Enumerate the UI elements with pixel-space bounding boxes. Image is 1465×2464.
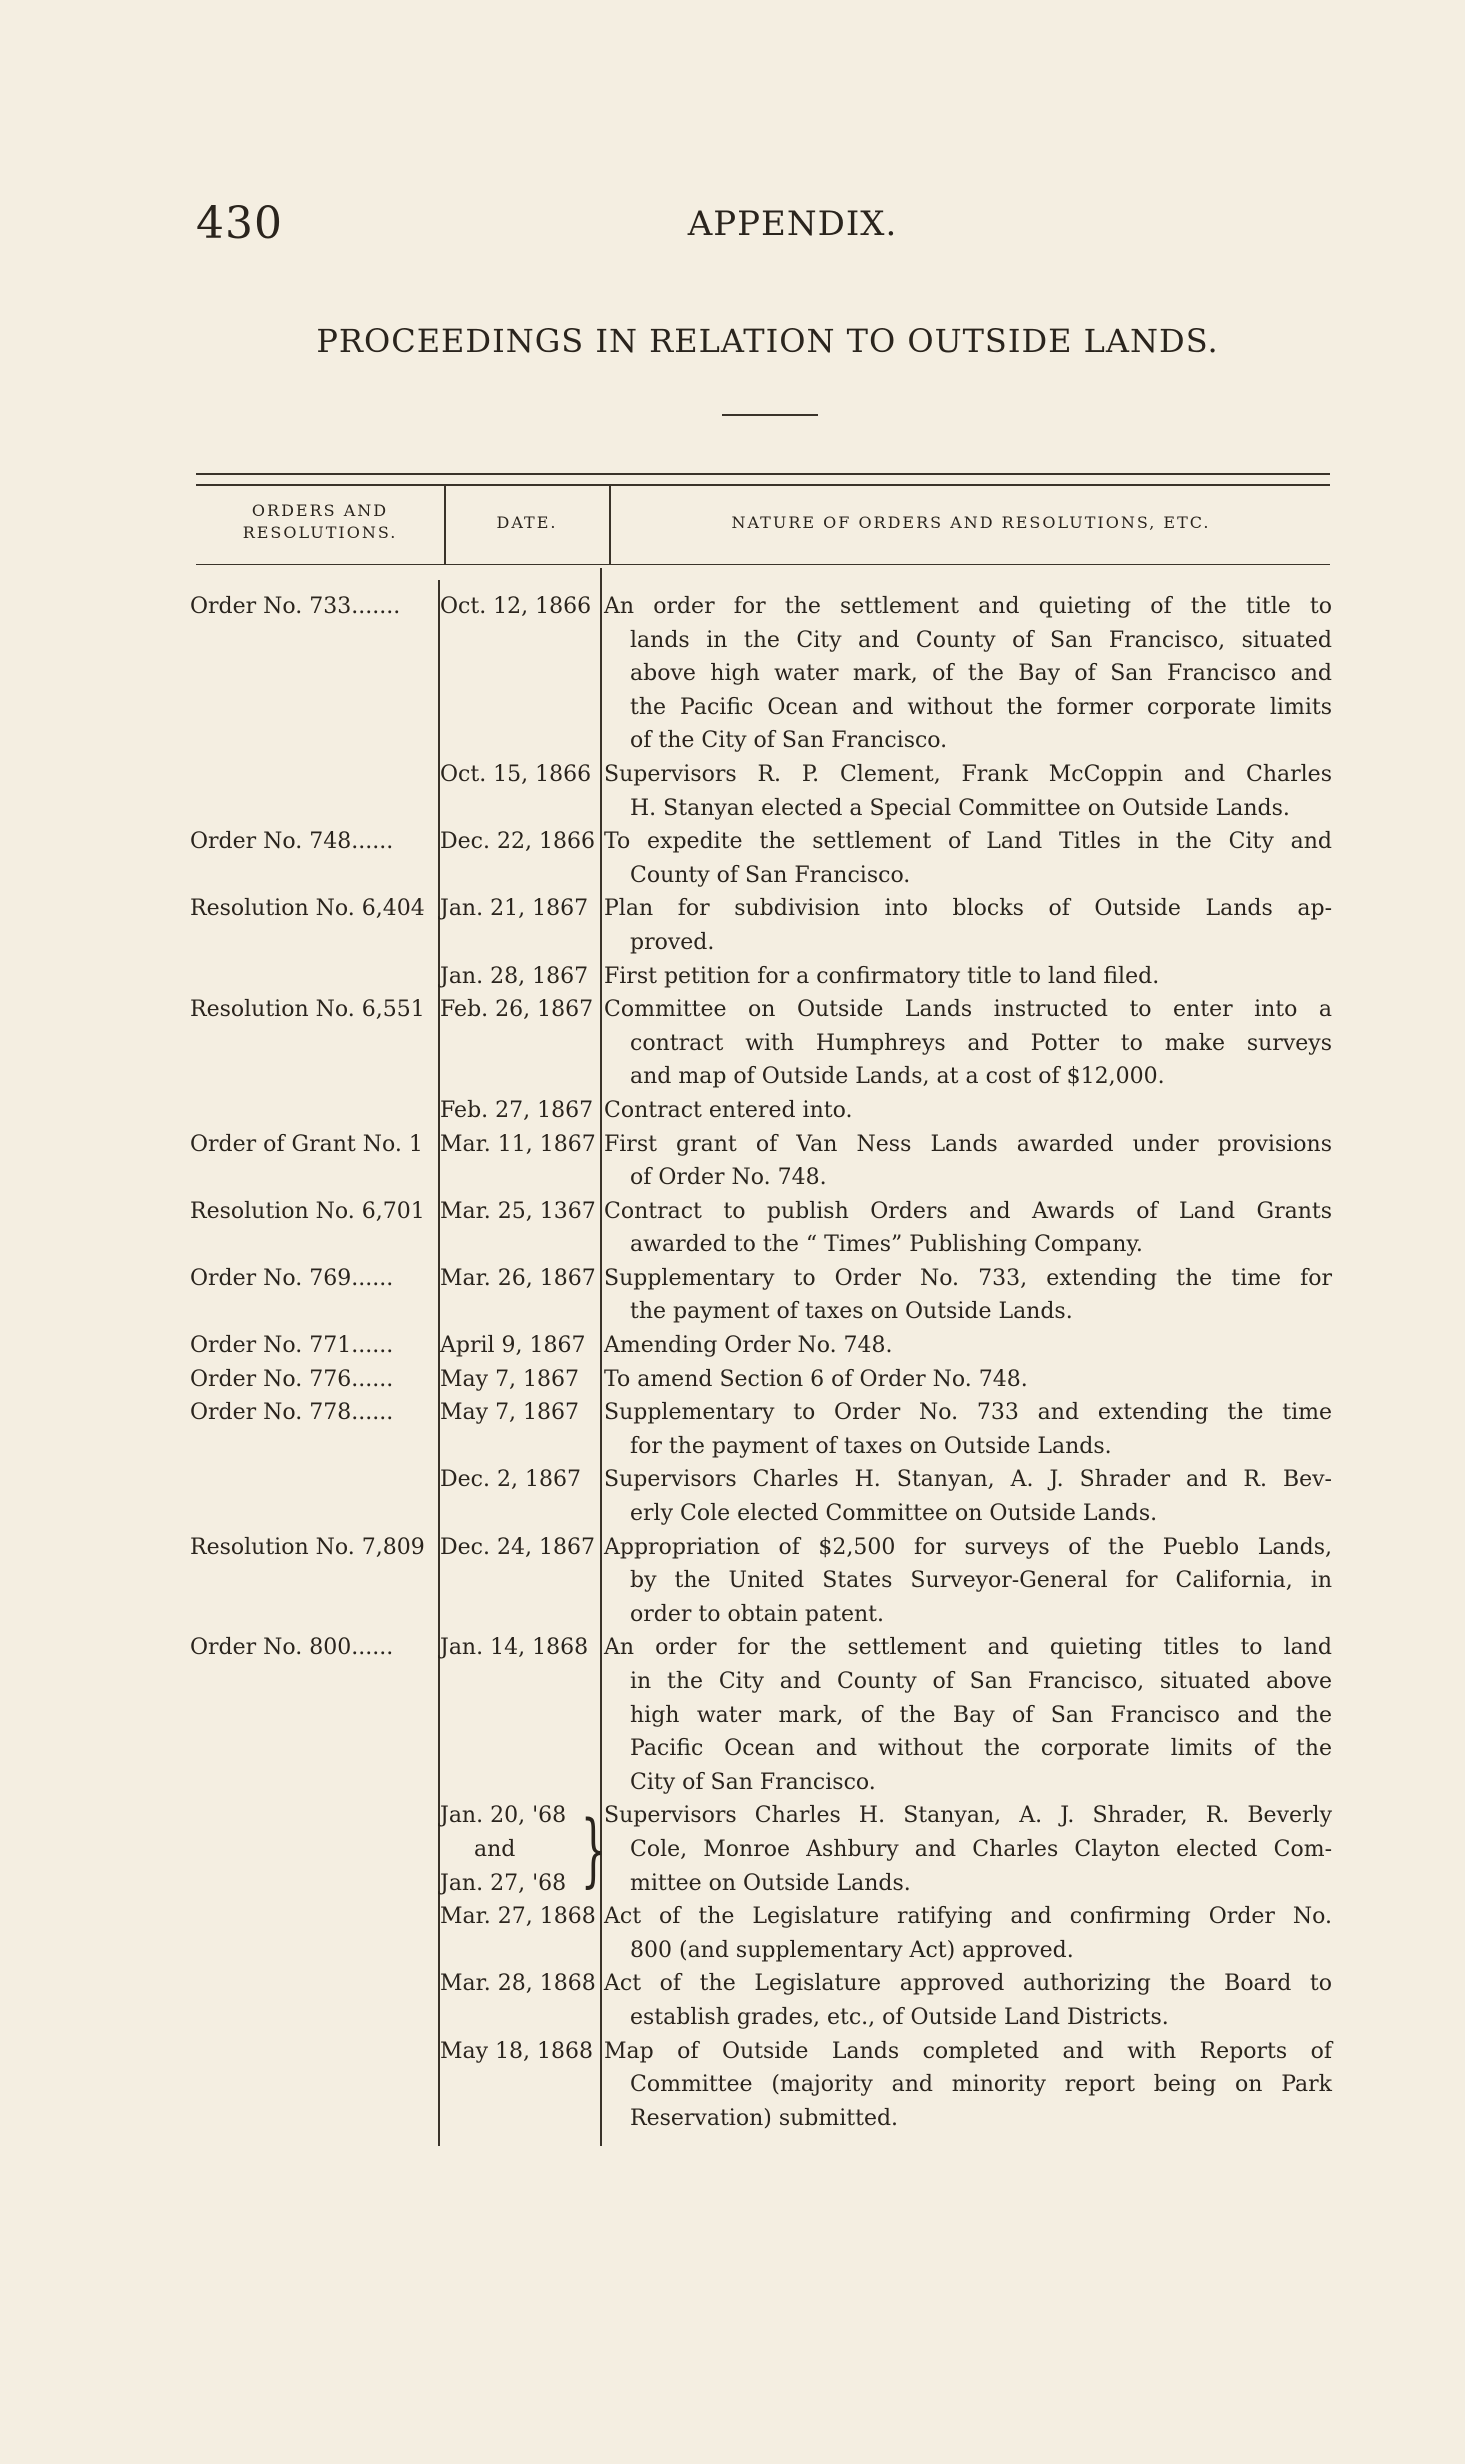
column-header-orders-line2: RESOLUTIONS. [242,523,398,542]
table-row [0,1531,1465,1632]
table-body [0,590,1465,2135]
nature-cell [604,1900,1332,1967]
nature-line: contract with Humphreys and Potter to make surveys [630,1030,1332,1056]
nature-cell [604,1094,1332,1128]
order-cell: Resolution No. 6,404 [190,896,425,922]
order-cell: Order of Grant No. 1 [190,1131,423,1157]
header-divider-2 [609,486,611,564]
nature-line: City of San Francisco. [630,1769,876,1795]
date-cell: Dec. 22, 1866 [440,829,595,855]
table-row [0,1262,1465,1329]
date-cell: Mar. 26, 1867 [440,1265,596,1291]
nature-line: Supplementary to Order No. 733, extending the time for [604,1265,1332,1291]
date-cell: April 9, 1867 [440,1333,586,1359]
nature-line: Committee on Outside Lands instructed to enter into a [604,997,1332,1023]
order-cell: Resolution No. 6,551 [190,997,425,1023]
column-header-date: DATE. [496,513,558,532]
date-cell-bracketed [436,1799,607,1900]
table-row [0,1631,1465,1799]
nature-line: First petition for a confirmatory title to land filed. [604,963,1160,989]
nature-line: Amending Order No. 748. [604,1333,893,1359]
order-cell: Resolution No. 7,809 [190,1534,425,1560]
bracketed-dates [440,1799,566,1900]
date-cell: Jan. 21, 1867 [440,896,589,922]
nature-line: Appropriation of $2,500 for surveys of the Pueblo Lands, [604,1534,1332,1560]
table-row [0,1195,1465,1262]
nature-line: Contract to publish Orders and Awards of Land Grants [604,1198,1332,1224]
date-cell: Dec. 24, 1867 [440,1534,595,1560]
nature-line: by the United States Surveyor-General for California, in [630,1568,1332,1594]
table-row [0,892,1465,959]
nature-line: Supervisors Charles H. Stanyan, A. J. Shrader, R. Beverly [604,1803,1332,1829]
nature-line: order to obtain patent. [630,1601,884,1627]
table-row [0,590,1465,758]
nature-line: of the City of San Francisco. [630,728,948,754]
nature-cell [604,993,1332,1094]
table-row [0,1396,1465,1463]
table-row [0,1094,1465,1128]
order-cell: Resolution No. 6,701 [190,1198,425,1224]
page-number: 430 [196,198,283,249]
nature-line: Act of the Legislature approved authorizing the Board to [604,1971,1332,1997]
nature-cell [604,1531,1332,1632]
nature-line: proved. [630,929,715,955]
nature-line: To amend Section 6 of Order No. 748. [604,1366,1028,1392]
date-cell: Feb. 27, 1867 [440,1097,594,1123]
order-cell: Order No. 776...... [190,1366,394,1392]
table-row [0,1363,1465,1397]
date-cell: Mar. 25, 1367 [440,1198,596,1224]
nature-line: above high water mark, of the Bay of San Francisco and [630,661,1332,687]
table-header-bottom-rule [196,564,1330,565]
date-cell: Feb. 26, 1867 [440,997,594,1023]
date-cell: May 18, 1868 [440,2038,594,2064]
date-cell: May 7, 1867 [440,1366,580,1392]
nature-line: An order for the settlement and quieting titles to land [604,1635,1332,1661]
date-cell: Oct. 12, 1866 [440,594,592,619]
date-cell: Jan. 28, 1867 [440,963,589,989]
order-cell: Order No. 771...... [190,1333,394,1359]
nature-line: Supplementary to Order No. 733 and extending the time [604,1400,1332,1426]
nature-cell [604,1329,1332,1363]
date-cell: Mar. 11, 1867 [440,1131,596,1157]
title-underline [722,414,818,416]
date-cell: Oct. 15, 1866 [440,761,592,787]
nature-line: Reservation) submitted. [630,2105,899,2131]
running-head: APPENDIX. [687,204,898,244]
table-row [0,1900,1465,1967]
nature-line: and map of Outside Lands, at a cost of $12,000. [630,1064,1165,1090]
nature-line: First grant of Van Ness Lands awarded under provisions [604,1131,1332,1157]
nature-line: Supervisors R. P. Clement, Frank McCoppin and Charles [604,761,1332,787]
nature-line: mittee on Outside Lands. [630,1870,911,1896]
table-row [0,758,1465,825]
nature-cell [604,1262,1332,1329]
nature-line: erly Cole elected Committee on Outside Lands. [630,1501,1158,1527]
nature-cell [604,2035,1332,2136]
nature-line: for the payment of taxes on Outside Lands. [630,1433,1112,1459]
nature-line: Committee (majority and minority report being on Park [630,2072,1332,2098]
nature-line: awarded to the “ Times” Publishing Company. [630,1232,1143,1258]
nature-line: the Pacific Ocean and without the former corporate limits [630,694,1332,720]
table-row [0,993,1465,1094]
column-header-orders-line1: ORDERS AND [251,501,389,520]
order-cell: Order No. 778...... [190,1400,394,1426]
nature-cell [604,960,1332,994]
nature-cell [604,1631,1332,1799]
nature-line: in the City and County of San Francisco, situated above [630,1669,1332,1694]
table-row [0,1799,1465,1900]
table-row [0,960,1465,994]
nature-line: Plan for subdivision into blocks of Outside Lands ap- [604,896,1332,922]
nature-line: Pacific Ocean and without the corporate limits of the [630,1736,1332,1762]
nature-cell [604,758,1332,825]
date-cell: Jan. 14, 1868 [440,1635,589,1661]
nature-cell [604,1363,1332,1397]
nature-line: establish grades, etc., of Outside Land Districts. [630,2004,1169,2030]
nature-line: County of San Francisco. [630,862,911,888]
nature-cell [604,590,1332,758]
nature-line: H. Stanyan elected a Special Committee on Outside Lands. [630,795,1290,821]
nature-cell [604,1128,1332,1195]
nature-line: 800 (and supplementary Act) approved. [630,1937,1074,1963]
order-cell: Order No. 748...... [190,829,394,855]
date-cell: Dec. 2, 1867 [440,1467,581,1493]
nature-line: Cole, Monroe Ashbury and Charles Clayton elected Com- [630,1836,1332,1862]
nature-line: the payment of taxes on Outside Lands. [630,1299,1073,1325]
nature-line: Map of Outside Lands completed and with Reports of [604,2038,1332,2064]
date-cell: Mar. 28, 1868 [440,1971,596,1997]
section-title: PROCEEDINGS IN RELATION TO OUTSIDE LANDS. [316,322,1219,360]
column-header-nature: NATURE OF ORDERS AND RESOLUTIONS, ETC. [731,513,1211,532]
nature-line: An order for the settlement and quieting of the title to [604,594,1332,619]
nature-line: of Order No. 748. [630,1165,827,1191]
date-cell: May 7, 1867 [440,1400,580,1426]
nature-cell [604,1967,1332,2034]
nature-line: Contract entered into. [604,1097,853,1123]
table-row [0,1463,1465,1530]
nature-cell [604,1396,1332,1463]
nature-cell [604,825,1332,892]
nature-cell [604,1799,1332,1900]
order-cell: Order No. 733....... [190,594,401,619]
date-line: Jan. 20, '68 [440,1803,567,1829]
nature-cell [604,1463,1332,1530]
table-top-rule-inner [196,484,1330,486]
date-line: Jan. 27, '68 [440,1870,567,1896]
order-cell: Order No. 800...... [190,1635,394,1661]
right-brace-icon: } [580,1802,607,1896]
table-top-rule [196,473,1330,475]
nature-line: Act of the Legislature ratifying and confirming Order No. [604,1904,1332,1930]
table-row [0,1128,1465,1195]
nature-cell [604,1195,1332,1262]
nature-cell [604,892,1332,959]
date-connector: and [474,1836,516,1862]
table-row [0,2035,1465,2136]
nature-line: high water mark, of the Bay of San Francisco and the [630,1702,1332,1728]
table-row [0,825,1465,892]
nature-line: lands in the City and County of San Francisco, situated [630,627,1332,653]
column-header-orders [200,500,440,544]
table-row [0,1967,1465,2034]
order-cell: Order No. 769...... [190,1265,394,1291]
date-cell: Mar. 27, 1868 [440,1904,596,1930]
nature-line: Supervisors Charles H. Stanyan, A. J. Shrader and R. Bev- [604,1467,1332,1493]
table-row [0,1329,1465,1363]
nature-line: To expedite the settlement of Land Titles in the City and [604,829,1332,855]
